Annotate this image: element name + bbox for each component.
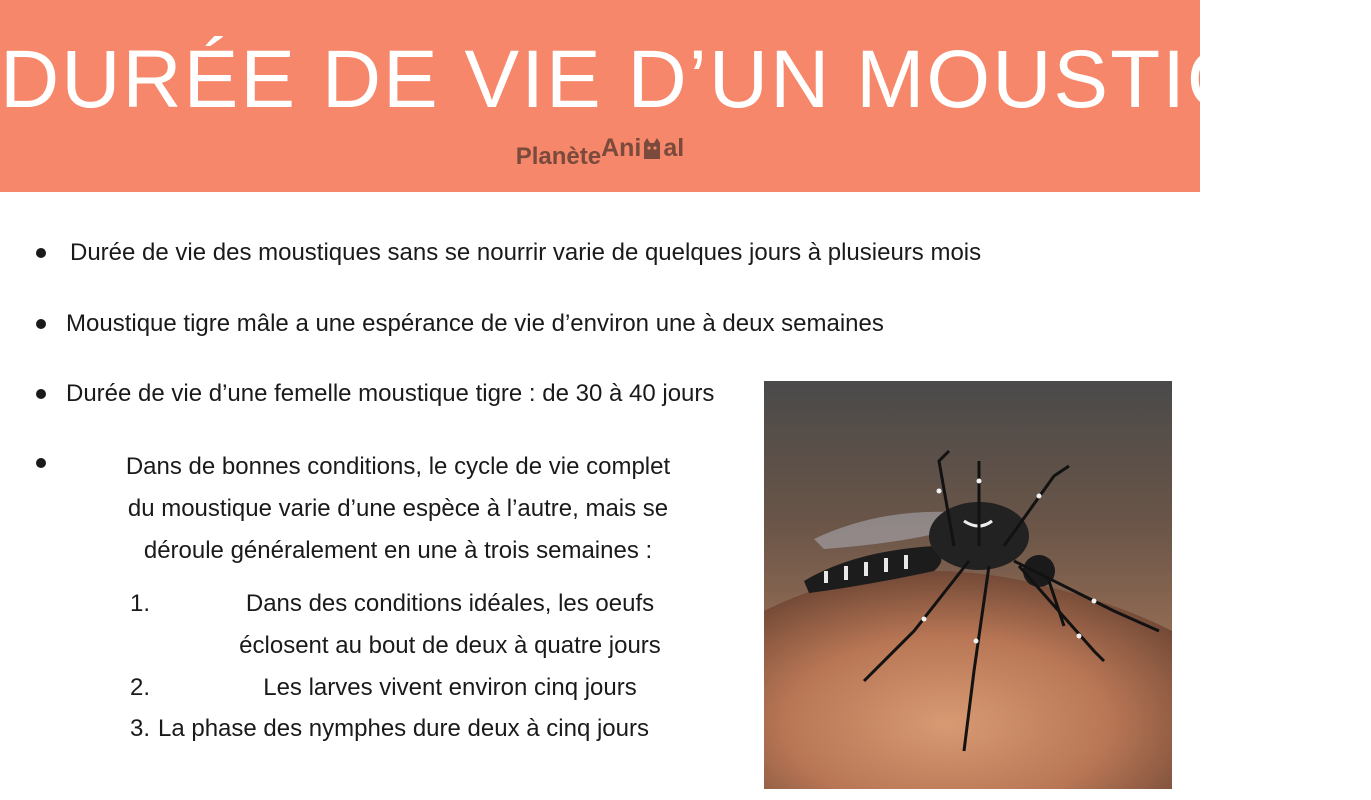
header-banner — [0, 0, 1371, 192]
page-title: DURÉE DE VIE D’UN MOUSTIQUE — [0, 34, 1371, 125]
brand-word-ani: Ani — [601, 134, 642, 162]
cycle-line: du moustique varie d’une espèce à l’autre, mais se — [127, 495, 669, 522]
step-number: 3. — [130, 715, 151, 742]
bullet-dot — [36, 458, 46, 468]
step-number: 2. — [130, 674, 151, 701]
cycle-line: Dans de bonnes conditions, le cycle de vie complet — [125, 453, 671, 480]
step-line: La phase des nymphes dure deux à cinq jours — [158, 715, 649, 742]
bullet-item: Durée de vie d’une femelle moustique tigre : de 30 à 40 jours — [66, 380, 715, 407]
step-number: 1. — [130, 590, 151, 617]
cat-icon — [642, 137, 662, 159]
mosquito-photo — [764, 381, 1172, 789]
step-text — [150, 583, 750, 667]
step-line: éclosent au bout de deux à quatre jours — [239, 632, 661, 659]
step-line: Les larves vivent environ cinq jours — [263, 674, 637, 701]
mosquito-illustration — [764, 381, 1172, 789]
step-text — [158, 708, 649, 750]
bullet-dot — [36, 389, 46, 399]
step-line: Dans des conditions idéales, les oeufs — [245, 590, 655, 617]
bullet-item-cycle — [58, 446, 738, 572]
brand-logo — [0, 134, 1200, 171]
bullet-dot — [36, 248, 46, 258]
bullet-item: Durée de vie des moustiques sans se nourrir varie de quelques jours à plusieurs mois — [70, 239, 982, 266]
brand-word-planete: Planète — [515, 143, 602, 170]
brand-word-al: al — [663, 134, 685, 162]
cycle-line: déroule généralement en une à trois semaines : — [143, 537, 653, 564]
step-text — [150, 667, 750, 709]
bullet-dot — [36, 319, 46, 329]
bullet-item: Moustique tigre mâle a une espérance de vie d’environ une à deux semaines — [66, 310, 884, 337]
